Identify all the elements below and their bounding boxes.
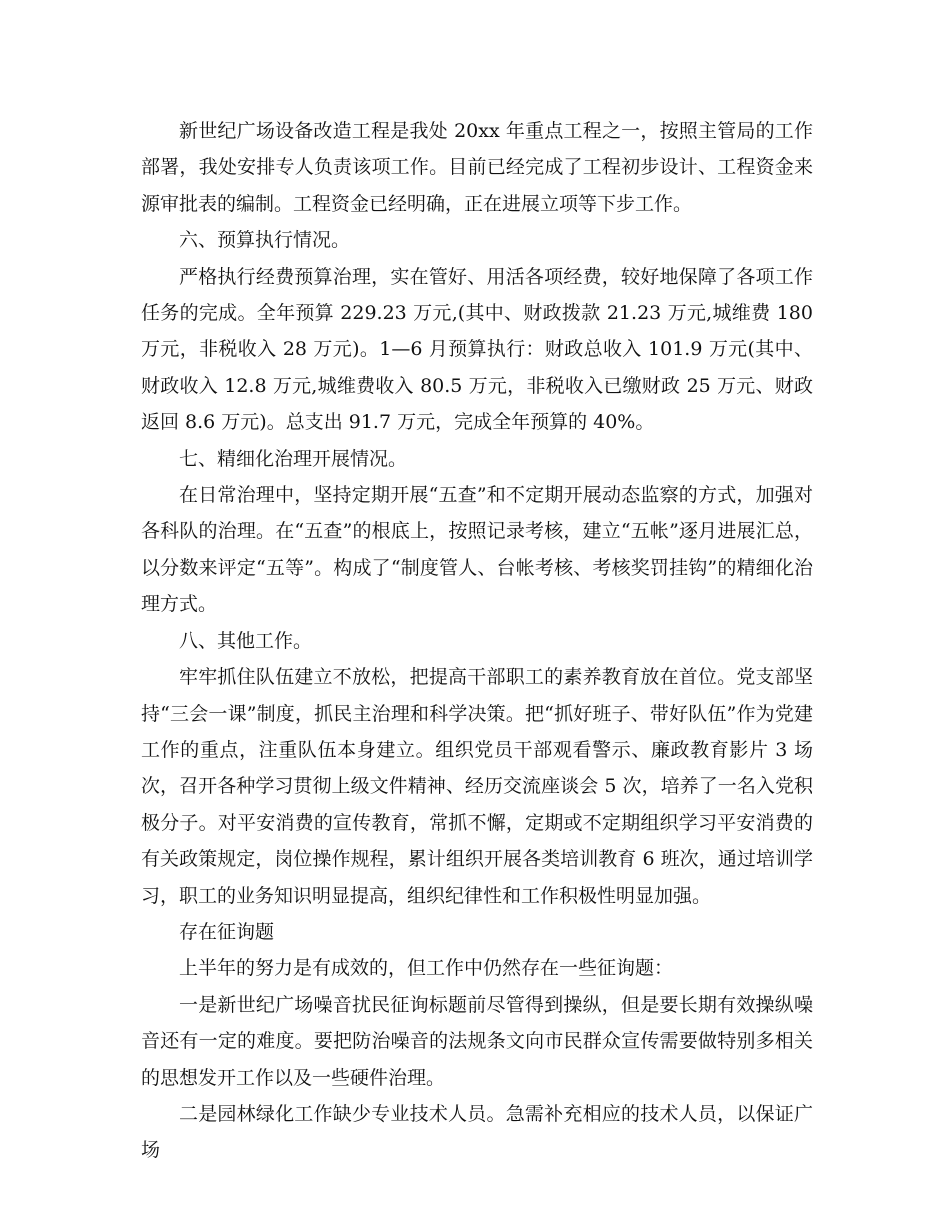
paragraph-refined-management: 在日常治理中，坚持定期开展“五查”和不定期开展动态监察的方式，加强对各科队的治理。在“五查”的根底上，按照记录考核，建立“五帐”逐月进展汇总，以分数来评定“五等”。构成了“制度管人、台帐考核、考核奖罚挂钩”的精细化治理方式。: [141, 484, 813, 616]
heading-other-work: 八、其他工作。: [179, 629, 313, 652]
document-body: [141, 113, 820, 1169]
heading-budget-execution: 六、预算执行情况。: [179, 229, 351, 252]
paragraph-problem-one: 一是新世纪广场噪音扰民征询标题前尽管得到操纵，但是要长期有效操纵噪音还有一定的难度。要把防治噪音的法规条文向市民群众宣传需要做特别多相关的思想发开工作以及一些硬件治理。: [141, 993, 813, 1089]
heading-existing-problems: 存在征询题: [179, 920, 275, 943]
paragraph-budget-details: 严格执行经费预算治理，实在管好、用活各项经费，较好地保障了各项工作任务的完成。全年预算 229.23 万元,(其中、财政拨款 21.23 万元,城维费 180 万元，非税收入 28 万元)。1—6 月预算执行：财政总收入 101.9 万元(其中、财政收入 12.8 万元,城维费收入 80.5 万元，非税收入已缴财政 25 万元、财政返回 8.6 万元)。总支出 91.7 万元，完成全年预算的 40%。: [141, 265, 820, 434]
paragraph-problem-two: 二是园林绿化工作缺少专业技术人员。急需补充相应的技术人员，以保证广场: [141, 1102, 813, 1162]
paragraph-problems-intro: 上半年的努力是有成效的，但工作中仍然存在一些征询题：: [179, 957, 674, 980]
heading-refined-management: 七、精细化治理开展情况。: [179, 447, 408, 470]
paragraph-project-progress: 新世纪广场设备改造工程是我处 20xx 年重点工程之一，按照主管局的工作部署，我处安排专人负责该项工作。目前已经完成了工程初步设计、工程资金来源审批表的编制。工程资金已经明确，正在进展立项等下步工作。: [141, 120, 813, 215]
paragraph-other-work: 牢牢抓住队伍建立不放松，把提高干部职工的素养教育放在首位。党支部坚持“三会一课”制度，抓民主治理和科学决策。把“抓好班子、带好队伍”作为党建工作的重点，注重队伍本身建立。组织党员干部观看警示、廉政教育影片 3 场次，召开各种学习贯彻上级文件精神、经历交流座谈会 5 次，培养了一名入党积极分子。对平安消费的宣传教育，常抓不懈，定期或不定期组织学习平安消费的有关政策规定，岗位操作规程，累计组织开展各类培训教育 6 班次，通过培训学习，职工的业务知识明显提高，组织纪律性和工作积极性明显加强。: [141, 666, 813, 907]
